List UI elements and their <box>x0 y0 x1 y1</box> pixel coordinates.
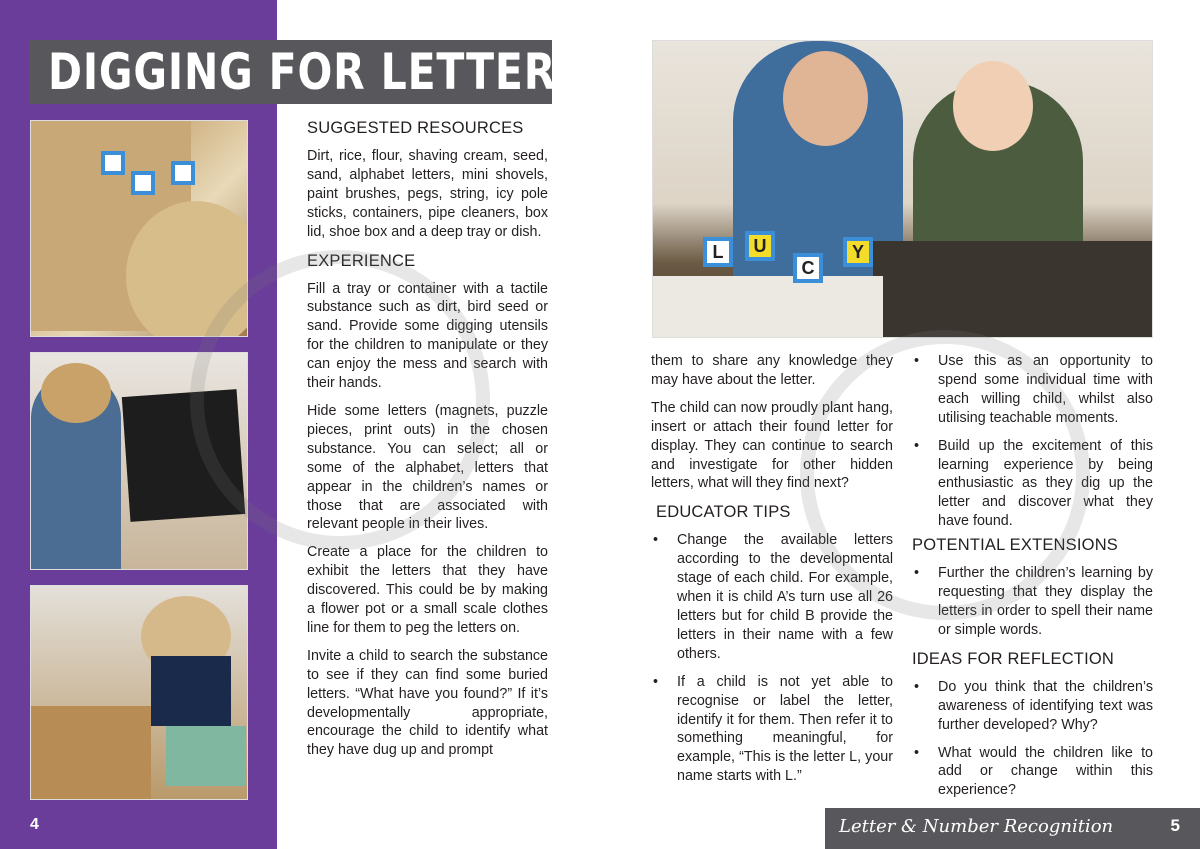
photo-pegs-box <box>30 585 248 800</box>
section-heading: POTENTIAL EXTENSIONS <box>912 536 1119 555</box>
page-number-right: 5 <box>1170 816 1180 835</box>
paragraph: The child can now proudly plant hang, insert or attach their found letter for display. They can continue to search and investigate for other hidden letters, what will they find next? <box>651 399 893 492</box>
list-item: • Use this as an opportunity to spend some individual time with each willing child, whilst also utilising teachable moments. <box>912 352 1153 428</box>
footer-title: Letter & Number Recognition <box>839 816 1114 837</box>
list-item: • If a child is not yet able to recognise or label the letter, identify it for them. Then refer it to something meaningful, for example, “This is the letter L, your name starts with L.” <box>651 673 893 786</box>
section-heading: EXPERIENCE <box>307 251 416 270</box>
list-item: • What would the children like to add or change within this experience? <box>912 744 1153 801</box>
section-heading: EDUCATOR TIPS <box>656 503 791 522</box>
page-title <box>30 40 587 104</box>
letter-card: U <box>745 231 775 261</box>
paragraph: Hide some letters (magnets, puzzle pieces, print outs) in the chosen substance. You can select; all or some of the alphabet, letters that appear in the children’s names or those that are associated with relevant people in their lives. <box>307 402 548 533</box>
section-heading: SUGGESTED RESOURCES <box>307 119 524 137</box>
list-item: • Change the available letters according to the developmental stage of each child. For example, when it is child A’s turn use all 26 letters but for child B provide the letters in their name with a few others. <box>651 531 893 663</box>
list-item: • Do you think that the children’s awareness of identifying text was further developed? Why? <box>912 678 1153 735</box>
page-number-left: 4 <box>30 816 39 833</box>
paragraph: them to share any knowledge they may have about the letter. <box>651 353 893 388</box>
list-item: • Build up the excitement of this learning experience by being enthusiastic as they dig up the letter and discover what they have found. <box>912 437 1153 532</box>
list-item: • Further the children’s learning by requesting that they display the letters in order to spell their name or simple words. <box>912 564 1153 640</box>
paragraph: Fill a tray or container with a tactile substance such as dirt, bird seed or sand. Provide some digging utensils for the children to manipulate or they can enjoy the mess and search with their hands. <box>307 280 548 392</box>
page-footer <box>825 808 1200 849</box>
left-text-column <box>307 118 548 769</box>
letter-card: Y <box>843 237 873 267</box>
paragraph: Invite a child to search the substance to see if they can find some buried letters. “What have you found?” If it’s developmentally appropriate, encourage the child to identify what they have dug up and prompt <box>307 647 548 759</box>
right-text-column <box>912 352 1153 809</box>
paragraph: Create a place for the children to exhibit the letters that they have discovered. This could be by making a flower pot or a small scale clothes line for them to peg the letters on. <box>307 544 548 636</box>
letter-card: L <box>703 237 733 267</box>
photo-flower-pot-letters <box>30 352 248 570</box>
paragraph: Dirt, rice, flour, shaving cream, seed, sand, alphabet letters, mini shovels, paint brushes, pegs, string, icy pole sticks, containers, pipe cleaners, box lid, shoe box and a deep tray or dish. <box>307 148 548 240</box>
photo-clothesline-letters <box>30 120 248 337</box>
middle-text-column <box>651 352 893 795</box>
title-text: DIGGING FOR LETTERS <box>48 43 587 101</box>
photo-digging-tray <box>652 40 1153 338</box>
letter-card: C <box>793 253 823 283</box>
section-heading: IDEAS FOR REFLECTION <box>912 649 1115 668</box>
